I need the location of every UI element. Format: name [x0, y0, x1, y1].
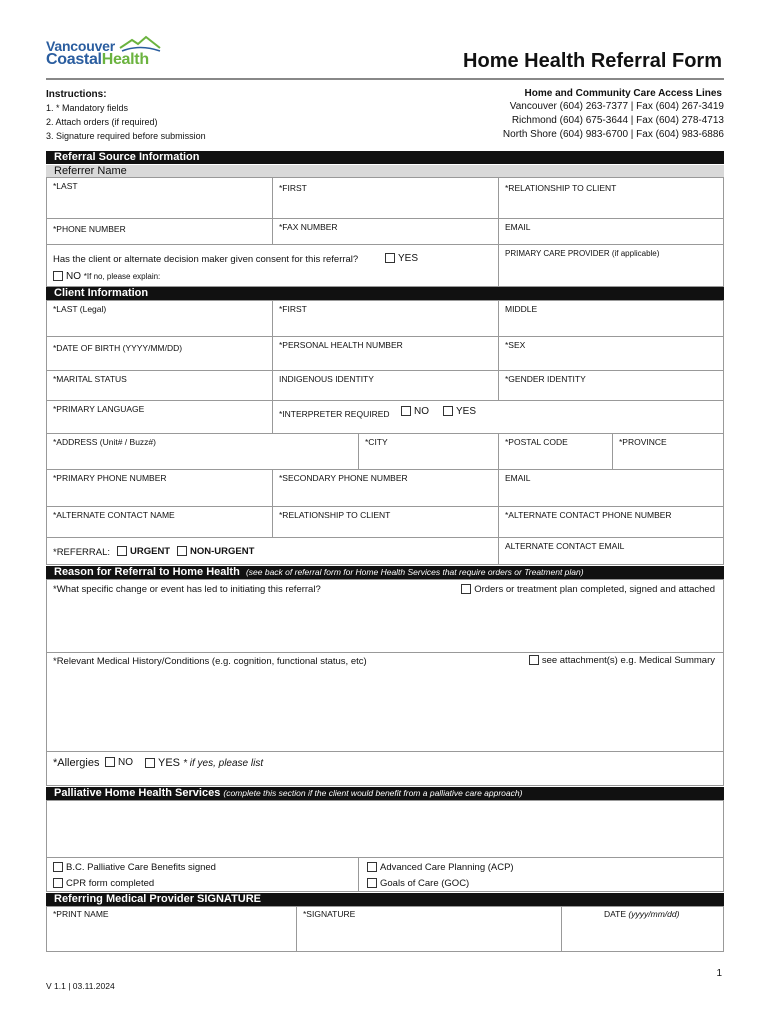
field-label: *LAST: [53, 181, 78, 191]
interpreter-no-checkbox[interactable]: [401, 406, 429, 417]
cpr-form-checkbox[interactable]: [53, 878, 154, 889]
section-note: (see back of referral form for Home Health Services that require orders or Treatment plan): [245, 567, 584, 577]
checkbox-label: CPR form completed: [66, 878, 155, 889]
mountain-logo-icon: [118, 34, 162, 54]
referrer-fax-field[interactable]: [272, 218, 499, 245]
instructions-heading: Instructions:: [46, 89, 107, 100]
checkbox-icon: [529, 655, 539, 665]
client-primary-phone-field[interactable]: [46, 469, 273, 507]
consent-block: [46, 244, 499, 287]
client-address-field[interactable]: [46, 433, 359, 470]
checkbox-label: NON-URGENT: [190, 546, 255, 557]
checkbox-icon: [53, 271, 63, 281]
urgent-checkbox[interactable]: [117, 546, 170, 557]
orders-attached-checkbox[interactable]: [461, 584, 715, 595]
checkbox-label: see attachment(s) e.g. Medical Summary: [541, 655, 715, 666]
checkbox-icon: [367, 862, 377, 872]
section-client-info: Client Information: [46, 287, 724, 300]
allergies-yes-checkbox[interactable]: [145, 757, 263, 769]
page-number: 1: [716, 968, 722, 979]
version-footer: V 1.1 | 03.11.2024: [46, 981, 115, 991]
checkbox-icon: [367, 878, 377, 888]
date-format: (yyyy/mm/dd): [628, 909, 680, 919]
logo-coastal: Coastal: [46, 51, 102, 68]
consent-question: Has the client or alternate decision maker given consent for this referral?: [53, 254, 359, 265]
checkbox-label: URGENT: [130, 546, 171, 557]
client-language-field[interactable]: [46, 400, 273, 434]
field-label: INDIGENOUS IDENTITY: [279, 374, 374, 384]
checkbox-icon: [145, 758, 155, 768]
referrer-name-subheading: Referrer Name: [46, 165, 724, 177]
no-explain-note: *If no, please explain:: [83, 272, 161, 281]
print-name-field[interactable]: [46, 906, 297, 952]
field-label: *ALTERNATE CONTACT NAME: [53, 510, 175, 520]
referral-reason-textarea[interactable]: [46, 579, 724, 653]
client-dob-field[interactable]: [46, 336, 273, 371]
field-label: *SEX: [505, 340, 526, 350]
checkbox-icon: [53, 878, 63, 888]
referrer-phone-field[interactable]: [46, 218, 273, 245]
field-label: *SIGNATURE: [303, 909, 356, 919]
medical-history-textarea[interactable]: [46, 652, 724, 752]
client-phn-field[interactable]: [272, 336, 499, 371]
referrer-email-field[interactable]: [498, 218, 724, 245]
non-urgent-checkbox[interactable]: [177, 546, 254, 557]
checkbox-icon: [177, 546, 187, 556]
checkbox-icon: [385, 253, 395, 263]
checkbox-label: YES: [158, 757, 181, 769]
field-label: *RELATIONSHIP TO CLIENT: [505, 183, 617, 193]
checkbox-icon: [461, 584, 471, 594]
checkbox-icon: [401, 406, 411, 416]
field-label: *LAST (Legal): [53, 304, 107, 314]
section-referral-source: Referral Source Information: [46, 151, 724, 164]
section-heading: Reason for Referral to Home Health: [54, 566, 240, 578]
field-label: MIDDLE: [505, 304, 538, 314]
allergies-label: *Allergies: [53, 757, 100, 769]
client-middle-field[interactable]: [498, 300, 724, 337]
client-city-field[interactable]: [358, 433, 499, 470]
field-label: *ALTERNATE CONTACT PHONE NUMBER: [505, 510, 672, 520]
referrer-first-field[interactable]: [272, 177, 499, 219]
field-label: PRIMARY CARE PROVIDER (if applicable): [505, 249, 660, 258]
see-attachment-checkbox[interactable]: [529, 655, 715, 666]
field-label: *FAX NUMBER: [279, 222, 338, 232]
form-title: Home Health Referral Form: [463, 50, 722, 72]
field-label: ALTERNATE CONTACT EMAIL: [505, 541, 625, 551]
checkbox-label: Orders or treatment plan completed, signed and attached: [474, 584, 715, 595]
date-label: DATE: [604, 909, 627, 919]
consent-yes-checkbox[interactable]: [385, 253, 418, 264]
client-postal-field[interactable]: [498, 433, 613, 470]
allergies-no-checkbox[interactable]: [105, 757, 133, 768]
field-label: EMAIL: [505, 473, 531, 483]
field-label: *DATE OF BIRTH (YYYY/MM/DD): [53, 343, 183, 353]
alt-contact-phone-field[interactable]: [498, 506, 724, 538]
field-label: *PRINT NAME: [53, 909, 109, 919]
section-palliative: [46, 787, 724, 800]
access-line: Richmond (604) 675-3644 | Fax (604) 278-4713: [511, 115, 724, 126]
checkbox-label: Advanced Care Planning (ACP): [380, 862, 514, 873]
client-indigenous-field[interactable]: [272, 370, 499, 401]
palliative-options-left: [46, 857, 359, 892]
checkbox-label: B.C. Palliative Care Benefits signed: [66, 862, 216, 873]
section-reason: [46, 566, 724, 579]
field-label: *RELATIONSHIP TO CLIENT: [279, 510, 391, 520]
history-question: *Relevant Medical History/Conditions (e.g. cognition, functional status, etc): [53, 656, 367, 667]
client-gender-field[interactable]: [498, 370, 724, 401]
client-secondary-phone-field[interactable]: [272, 469, 499, 507]
section-note: (complete this section if the client would benefit from a palliative care approach): [223, 788, 523, 798]
interpreter-block: [272, 400, 724, 434]
field-label: EMAIL: [505, 222, 531, 232]
field-label: *PHONE NUMBER: [53, 224, 126, 234]
checkbox-label: NO: [414, 406, 429, 417]
field-label: *PERSONAL HEALTH NUMBER: [279, 340, 403, 350]
signature-date-field[interactable]: [561, 906, 724, 952]
referrer-last-field[interactable]: [46, 177, 273, 219]
field-label: *FIRST: [279, 183, 307, 193]
referral-urgency-block: [46, 537, 499, 565]
field-label: *GENDER IDENTITY: [505, 374, 586, 384]
referrer-relationship-field[interactable]: [498, 177, 724, 219]
alt-contact-relationship-field[interactable]: [272, 506, 499, 538]
goc-checkbox[interactable]: [367, 878, 469, 889]
checkbox-icon: [117, 546, 127, 556]
instruction-item: 3. Signature required before submission: [46, 131, 206, 141]
field-label: *PRIMARY LANGUAGE: [53, 404, 145, 414]
alt-contact-name-field[interactable]: [46, 506, 273, 538]
client-marital-field[interactable]: [46, 370, 273, 401]
instruction-item: 1. * Mandatory fields: [46, 103, 129, 113]
access-lines-heading: Home and Community Care Access Lines: [524, 88, 722, 99]
client-first-field[interactable]: [272, 300, 499, 337]
checkbox-label: Goals of Care (GOC): [380, 878, 470, 889]
access-line: North Shore (604) 983-6700 | Fax (604) 983-6886: [502, 129, 724, 140]
interpreter-yes-checkbox[interactable]: [443, 406, 476, 417]
checkbox-label: NO: [66, 271, 81, 282]
field-label: *INTERPRETER REQUIRED: [279, 409, 390, 419]
checkbox-label: YES: [456, 406, 477, 417]
referral-label: *REFERRAL:: [53, 547, 111, 558]
field-label: [604, 909, 679, 919]
header-rule: [46, 78, 724, 80]
signature-field[interactable]: [296, 906, 562, 952]
field-label: *SECONDARY PHONE NUMBER: [279, 473, 408, 483]
palliative-benefits-checkbox[interactable]: [53, 862, 216, 873]
field-label: *PRIMARY PHONE NUMBER: [53, 473, 167, 483]
field-label: *PROVINCE: [619, 437, 667, 447]
palliative-options-right: [358, 857, 724, 892]
checkbox-icon: [105, 757, 115, 767]
logo-vancouver: Vancouver: [46, 38, 116, 54]
consent-no-checkbox[interactable]: [53, 271, 160, 282]
reason-question: *What specific change or event has led to initiating this referral?: [53, 584, 321, 595]
client-province-field[interactable]: [612, 433, 724, 470]
alt-contact-email-field[interactable]: [498, 537, 724, 565]
client-email-field[interactable]: [498, 469, 724, 507]
checkbox-icon: [53, 862, 63, 872]
checkbox-label: YES: [398, 253, 419, 264]
client-last-field[interactable]: [46, 300, 273, 337]
palliative-notes-textarea[interactable]: [46, 800, 724, 858]
section-heading: Palliative Home Health Services: [54, 787, 221, 799]
logo-health: Health: [101, 51, 149, 68]
allergies-field[interactable]: [46, 751, 724, 786]
section-signature: Referring Medical Provider SIGNATURE: [46, 893, 724, 906]
client-sex-field[interactable]: [498, 336, 724, 371]
allergies-note: * if yes, please list: [183, 758, 264, 769]
field-label: *CITY: [365, 437, 388, 447]
instruction-item: 2. Attach orders (if required): [46, 117, 158, 127]
acp-checkbox[interactable]: [367, 862, 514, 873]
field-label: *MARITAL STATUS: [53, 374, 127, 384]
field-label: *POSTAL CODE: [505, 437, 568, 447]
checkbox-label: NO: [118, 757, 133, 768]
primary-care-provider-field[interactable]: [498, 244, 724, 287]
checkbox-icon: [443, 406, 453, 416]
field-label: *ADDRESS (Unit# / Buzz#): [53, 437, 156, 447]
field-label: *FIRST: [279, 304, 307, 314]
access-line: Vancouver (604) 263-7377 | Fax (604) 267-3419: [509, 101, 724, 112]
